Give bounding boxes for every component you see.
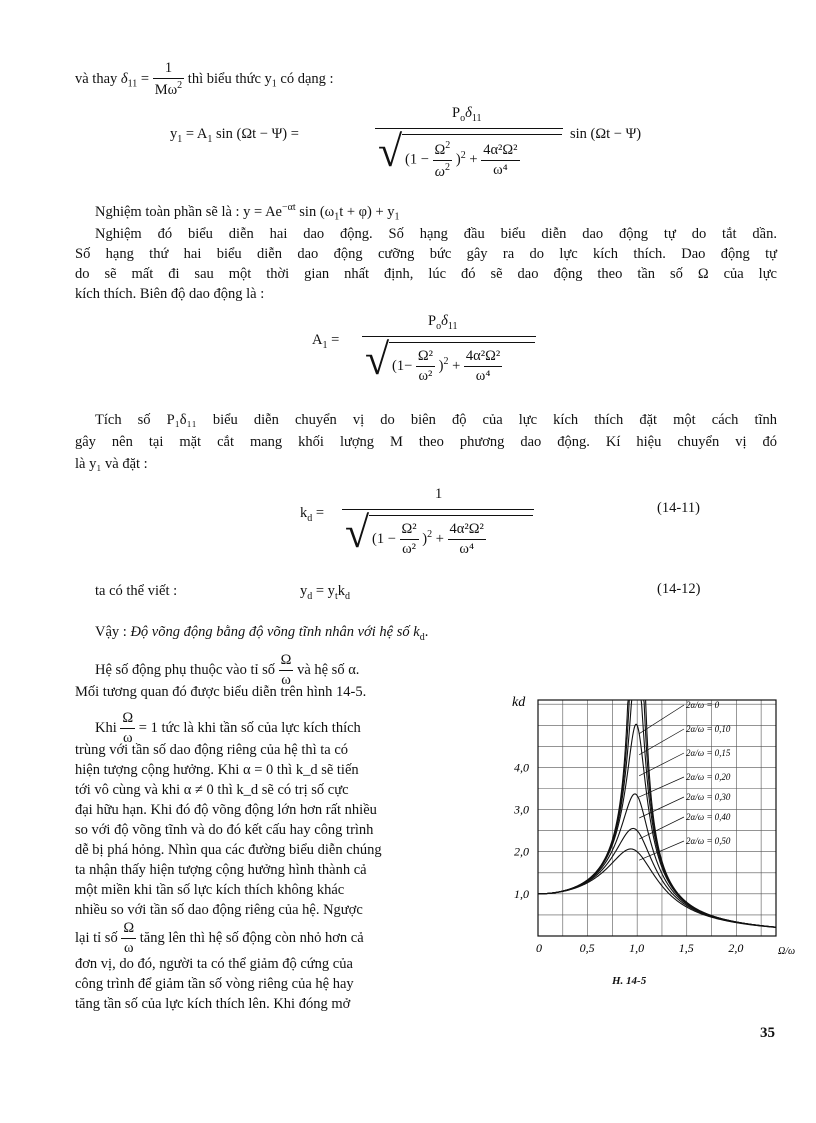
para4-line-8: ta nhận thấy hiện tượng cộng hưởng hình thành cả bbox=[75, 862, 367, 878]
legend-leader bbox=[639, 841, 684, 860]
para2-line-2: gây nên tại mặt cắt mang khối lượng M theo phương dao động. Kí hiệu chuyển vị đó bbox=[75, 434, 777, 450]
legend-label: 2α/ω = 0,20 bbox=[686, 772, 731, 782]
curve-3 bbox=[538, 724, 776, 927]
kd-plus: + bbox=[435, 530, 444, 547]
para3-b: và hệ số α. bbox=[297, 661, 360, 678]
A1-num-delta: δ bbox=[441, 313, 448, 329]
A1-num-p: P bbox=[428, 313, 437, 329]
kd-om-den: ω² bbox=[402, 541, 417, 557]
y1-c-frac bbox=[481, 142, 519, 179]
y1-omega-num-sup: 2 bbox=[445, 140, 451, 151]
full-solution-w-sub: 1 bbox=[334, 211, 340, 223]
x-tick-label: 1,5 bbox=[678, 941, 694, 955]
y-tick-label: 4,0 bbox=[514, 760, 529, 775]
kd-c-frac bbox=[448, 521, 486, 558]
para1-line-1: Nghiệm đó biểu diễn hai dao động. Số hạng đầu biểu diễn dao động tự do tắt dần. bbox=[95, 226, 777, 242]
legend-label: 2α/ω = 0,50 bbox=[686, 836, 731, 846]
A1-plus: + bbox=[452, 357, 461, 374]
para4-end-line-1: đơn vị, do đó, người ta có thể giảm độ cứng của bbox=[75, 956, 353, 972]
eq-y1-lhs bbox=[170, 126, 299, 145]
chart-frame bbox=[538, 700, 776, 936]
y1-denominator bbox=[405, 140, 520, 181]
curve-2 bbox=[538, 700, 776, 927]
kd-den-b-sup: 2 bbox=[427, 529, 433, 540]
page-number: 35 bbox=[760, 1025, 775, 1041]
x-tick-label: 2,0 bbox=[728, 941, 744, 955]
yd-lhs: y bbox=[300, 583, 308, 599]
A1-radical: √ bbox=[365, 335, 390, 384]
legend-leader bbox=[639, 817, 684, 839]
full-solution-exp: −αt bbox=[281, 202, 296, 213]
A1-num-p-sub: o bbox=[436, 320, 442, 332]
x-tick-label: 0 bbox=[536, 941, 542, 955]
kd-c-num: 4α²Ω² bbox=[448, 521, 486, 540]
x-axis-label: Ω/ω bbox=[778, 946, 796, 957]
para4-ratio-line bbox=[75, 920, 364, 957]
legend-label: 2α/ω = 0,30 bbox=[686, 792, 731, 802]
curve-4 bbox=[538, 794, 776, 927]
y1-numerator bbox=[452, 105, 481, 124]
para4-line-10: nhiều so với tần số dao động riêng của hệ. Ngược bbox=[75, 902, 363, 918]
A1-lhs-sub: 1 bbox=[322, 339, 328, 351]
A1-om-den: ω² bbox=[418, 368, 433, 384]
y1-rhs: sin (Ωt − Ψ) bbox=[570, 126, 642, 142]
full-solution-rest2: t + φ) + y bbox=[339, 203, 395, 220]
legend-label: 2α/ω = 0,10 bbox=[686, 724, 731, 734]
y-tick-label: 1,0 bbox=[514, 886, 529, 901]
intro-frac-num: 1 bbox=[153, 60, 184, 79]
A1-den-b: ) bbox=[438, 357, 444, 374]
A1-om-num: Ω² bbox=[416, 348, 435, 367]
y1-omega-num-text: Ω bbox=[434, 141, 446, 158]
para4-ratio-a: lại tỉ số bbox=[75, 929, 118, 946]
A1-lhs-text: A bbox=[312, 332, 323, 348]
kd-fraction-bar bbox=[342, 509, 534, 510]
intro-y-sub: 1 bbox=[271, 78, 277, 90]
para4-line-9: một miền khi tần số lực kích thích không khác bbox=[75, 882, 345, 898]
para4-ratio-frac-den: ω bbox=[123, 940, 134, 956]
y-tick-label: 3,0 bbox=[514, 802, 529, 817]
y1-fraction-bar bbox=[375, 128, 563, 129]
yd-rhs: = y bbox=[315, 583, 335, 599]
delta-symbol: δ bbox=[120, 70, 128, 87]
curve-1 bbox=[538, 700, 776, 927]
x-tick-label: 0,5 bbox=[579, 941, 595, 955]
para4-b: = 1 tức là khi tần số của lực kích thích bbox=[138, 719, 361, 736]
kd-radical-bar bbox=[369, 515, 533, 516]
figure-caption: H. 14-5 bbox=[612, 975, 647, 987]
y1-a-sub: 1 bbox=[207, 133, 213, 145]
para4-line-7: dễ bị phá hỏng. Nhìn qua các đường biểu diễn chúng bbox=[75, 842, 382, 858]
A1-radical-bar bbox=[389, 342, 535, 343]
y1-omega-num bbox=[433, 140, 453, 161]
y1-den-plus: + bbox=[469, 151, 478, 168]
conclusion-end: . bbox=[424, 624, 429, 640]
legend-label: 2α/ω = 0 bbox=[686, 700, 720, 710]
A1-den-b-sup: 2 bbox=[443, 356, 449, 367]
y1-omega-frac bbox=[433, 140, 453, 181]
conclusion-sub: d bbox=[419, 631, 425, 643]
kd-den-b: ) bbox=[422, 530, 428, 547]
conclusion-italic: Độ võng động bằng độ võng tĩnh nhân với hệ số k bbox=[130, 624, 420, 640]
para4-line-5: đại hữu hạn. Khi đó độ võng động lớn hơn rất nhiều bbox=[75, 802, 377, 818]
kd-den-a: (1 − bbox=[372, 530, 396, 547]
y1-lhs: y bbox=[170, 126, 178, 142]
y1-sin-left: sin (Ωt − Ψ) = bbox=[215, 126, 299, 142]
A1-c-den: ω⁴ bbox=[475, 368, 491, 384]
para4-line-3: hiện tượng cộng hưởng. Khi α = 0 thì k_d sẽ tiến bbox=[75, 762, 359, 778]
y1-c-den: ω⁴ bbox=[493, 161, 508, 178]
legend-label: 2α/ω = 0,15 bbox=[686, 748, 731, 758]
kd-om-num: Ω² bbox=[400, 521, 419, 540]
legend-leader bbox=[639, 797, 684, 818]
full-solution-y-sub: 1 bbox=[394, 211, 400, 223]
y1-omega-den-text: ω bbox=[434, 163, 446, 180]
intro-tail: thì biểu thức bbox=[187, 70, 261, 87]
intro-y: y bbox=[264, 70, 272, 87]
intro-tail2: có dạng : bbox=[280, 70, 334, 87]
para1-line-3: do sẽ mất đi sau một thời gian nhất định, lúc đó sẽ dao động theo tần số Ω của lực bbox=[75, 266, 777, 282]
para4-a: Khi bbox=[95, 719, 117, 736]
para3-a: Hệ số động phụ thuộc vào tỉ số bbox=[95, 661, 276, 678]
para4-line-6: so với độ võng tĩnh và do đó kết cấu hay công trình bbox=[75, 822, 374, 838]
para4-line-2: trùng với tần số dao động riêng của hệ thì ta có bbox=[75, 742, 349, 758]
y1-den-b: ) bbox=[455, 151, 461, 168]
A1-den-a: (1− bbox=[392, 357, 413, 374]
intro-frac-den bbox=[153, 79, 184, 99]
A1-c-frac bbox=[464, 348, 502, 385]
A1-numerator bbox=[428, 313, 457, 332]
resonance-chart bbox=[508, 688, 796, 963]
kd-radical: √ bbox=[345, 508, 370, 557]
conclusion-lead: Vậy : bbox=[95, 624, 127, 640]
y1-omega-den-sup: 2 bbox=[445, 161, 451, 173]
y1-c-num: 4α²Ω² bbox=[481, 142, 519, 161]
para4-line-4: tới vô cùng và khi α ≠ 0 thì k_d sẽ có trị số cực bbox=[75, 782, 349, 798]
A1-lhs bbox=[312, 332, 339, 351]
intro-den-sup: 2 bbox=[177, 80, 183, 91]
y1-num-p-sub: o bbox=[460, 112, 466, 124]
para1-line-2: Số hạng thứ hai biểu diễn dao động cưỡng bức gây ra do lực kích thích. Dao động tự bbox=[75, 246, 777, 262]
para4-frac-den: ω bbox=[122, 730, 133, 746]
kd-lhs-sub: d bbox=[307, 512, 313, 524]
A1-c-num: 4α²Ω² bbox=[464, 348, 502, 367]
yd-lead: ta có thể viết : bbox=[95, 583, 178, 599]
eq-number-14-11: (14-11) bbox=[657, 500, 700, 516]
y1-radical-bar bbox=[402, 134, 562, 135]
full-solution-rest: sin (ω bbox=[299, 203, 335, 220]
para4-ratio-b: tăng lên thì hệ số động còn nhỏ hơn cả bbox=[139, 929, 364, 946]
legend-label: 2α/ω = 0,40 bbox=[686, 812, 731, 822]
yd-lhs-sub: d bbox=[307, 590, 313, 602]
para4-ratio-frac bbox=[121, 920, 136, 957]
A1-denominator bbox=[392, 348, 502, 385]
para3-frac-num: Ω bbox=[279, 652, 294, 671]
yd-rhs-k: k bbox=[337, 583, 345, 599]
kd-omega-frac bbox=[400, 521, 419, 558]
intro-den-text: Mω bbox=[154, 81, 178, 98]
yd-rhs-k-sub: d bbox=[344, 590, 350, 602]
para2-line-1: Tích số P₁δ₁₁ biểu diễn chuyển vị do biên độ của lực kích thích đặt một cách tĩnh bbox=[95, 412, 777, 428]
kd-numerator: 1 bbox=[435, 486, 443, 502]
y-axis-label: kd bbox=[512, 695, 526, 710]
kd-lhs bbox=[300, 505, 324, 524]
para1-line-4: kích thích. Biên độ dao động là : bbox=[75, 286, 265, 302]
A1-equals: = bbox=[331, 332, 340, 348]
intro-line bbox=[75, 60, 334, 99]
para4-end-line-3: tăng tần số của lực kích thích lên. Khi đóng mở bbox=[75, 996, 351, 1012]
kd-c-den: ω⁴ bbox=[459, 541, 475, 557]
kd-lhs-text: k bbox=[300, 505, 308, 521]
kd-denominator bbox=[372, 521, 486, 558]
y1-lhs-sub: 1 bbox=[177, 133, 183, 145]
y1-eq-a: = A bbox=[185, 126, 208, 142]
y1-num-p: P bbox=[452, 105, 461, 121]
kd-equals: = bbox=[315, 505, 325, 521]
curve-0 bbox=[538, 700, 776, 927]
yd-equation bbox=[300, 583, 350, 602]
y1-omega-den bbox=[433, 161, 453, 181]
para3-line-2: Mối tương quan đó được biểu diễn trên hình 14-5. bbox=[75, 684, 367, 700]
full-solution-line bbox=[95, 202, 400, 223]
A1-num-delta-sub: 11 bbox=[447, 320, 458, 332]
para2-line-3: là y₁ và đặt : bbox=[75, 456, 148, 472]
y-tick-label: 2,0 bbox=[514, 844, 529, 859]
para4-end-line-2: công trình để giảm tần số vòng riêng của hệ hay bbox=[75, 976, 354, 992]
yd-rhs-sub: t bbox=[334, 590, 338, 602]
y1-radical: √ bbox=[378, 127, 403, 176]
A1-omega-frac bbox=[416, 348, 435, 385]
x-tick-label: 1,0 bbox=[629, 941, 645, 955]
y1-den-a: (1 − bbox=[405, 151, 429, 168]
delta-sub: 11 bbox=[127, 78, 138, 90]
intro-fraction bbox=[153, 60, 184, 99]
intro-equals: = bbox=[140, 70, 150, 87]
full-solution-text: Nghiệm toàn phần sẽ là : y = Ae bbox=[95, 203, 282, 220]
y1-num-delta-sub: 11 bbox=[471, 112, 482, 124]
para4-frac-num: Ω bbox=[120, 710, 135, 729]
y1-num-delta: δ bbox=[465, 105, 472, 121]
para3-frac-den: ω bbox=[281, 672, 291, 688]
y1-den-b-sup: 2 bbox=[460, 149, 466, 161]
conclusion-line bbox=[95, 624, 428, 643]
intro-lead: và thay bbox=[75, 70, 118, 87]
eq-number-14-12: (14-12) bbox=[657, 581, 701, 597]
para4-ratio-frac-num: Ω bbox=[121, 920, 136, 939]
